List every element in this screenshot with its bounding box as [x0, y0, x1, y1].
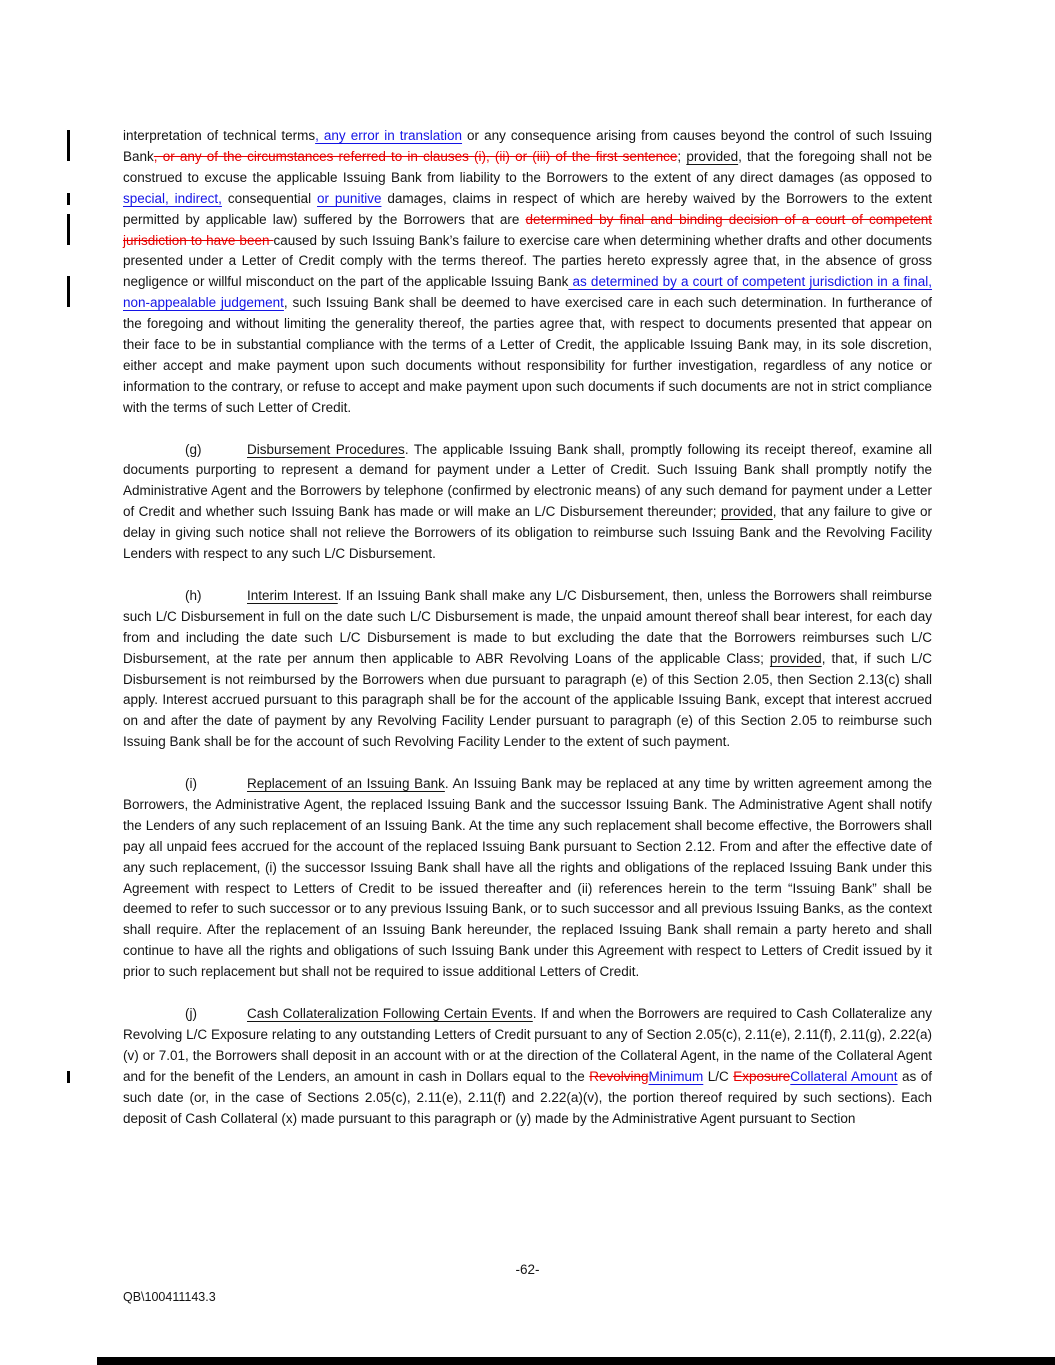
paragraph-label: (j): [185, 1006, 197, 1021]
body-text: , such Issuing Bank shall be deemed to have exercised care in each such determination. In furtherance of the foregoing and without limiting the generality thereof, the parties agree that, with respect to documents presented that appear on their face to be in substantial compliance with the terms of a Letter of Credit, the applicable Issuing Bank may, in its sole discretion, either accept and make payment upon such documents without responsibility for further investigation, regardless of any notice or information to the contrary, or refuse to accept and make payment upon such documents if such documents are not in strict compliance with the terms of such Letter of Credit.: [123, 295, 932, 415]
paragraph-label: (i): [185, 776, 197, 792]
body-text: , that the foregoing shall not be construed to excuse the applicable Issuing Bank from liability to the Borrowers to the extent of any direct damages (as opposed to: [123, 148, 932, 185]
paragraph-g-disbursement-procedures: [123, 440, 932, 565]
paragraph-i-replacement-of-issuing-bank: [123, 774, 932, 983]
body-text: . The applicable Issuing Bank shall, promptly following its receipt thereof, examine all documents purporting to represent a demand for payment under a Letter of Credit. Such Issuing Bank shall promptly notify the Administrative Agent and the Borrowers by telephone (confirmed by electronic means) of any such demand for payment under a Letter of Credit and whether such Issuing Bank has made or will make an L/C Disbursement thereunder;: [123, 441, 932, 520]
body-text: as of such date (or, in the case of Sections 2.05(c), 2.11(e), 2.11(f) and 2.22(a)(v), the portion thereof required by such sections). Each deposit of Cash Collateral (x) made pursuant to this paragraph or (y) made by the Administrative Agent pursuant to Section: [123, 1068, 933, 1126]
paragraph-j-cash-collateralization: [123, 1004, 932, 1129]
paragraph-label: (h): [185, 587, 202, 603]
deleted-text: Revolving: [589, 1068, 649, 1084]
change-bar: [67, 276, 70, 307]
underlined-text: Interim Interest: [247, 587, 338, 603]
underlined-text: provided: [720, 504, 773, 520]
change-bar: [67, 193, 70, 205]
body-text: damages, claims in respect of which are hereby waived by the Borrowers to the extent permitted by applicable law) suffered by the Borrowers that are: [123, 190, 932, 227]
change-bar: [67, 130, 70, 161]
underlined-text: Replacement of an Issuing Bank: [247, 776, 445, 792]
change-bar: [67, 214, 70, 245]
inserted-text: as determined by a court of competent jurisdiction in a final, non-appealable judgement: [123, 274, 933, 311]
deleted-text: , or any of the circumstances referred to in clauses (i), (ii) or (iii) of the first sentence: [153, 148, 678, 164]
inserted-text: Minimum: [648, 1068, 704, 1084]
change-bar: [67, 1071, 70, 1083]
paragraph-label: (g): [185, 441, 202, 457]
body-text: consequential: [221, 190, 318, 206]
underlined-text: Cash Collateralization Following Certain Events: [247, 1006, 533, 1021]
body-text: . If an Issuing Bank shall make any L/C Disbursement, then, unless the Borrowers shall reimburse such L/C Disbursement in full on the date such L/C Disbursement is made, the unpaid amount thereof shall bear interest, for each day from and including the date such L/C Disbursement is made to but excluding the date that the Borrowers reimburses such L/C Disbursement, at the rate per annum then applicable to ABR Revolving Loans of the applicable Class;: [123, 587, 932, 666]
body-text: caused by such Issuing Bank’s failure to exercise care when determining whether drafts and other documents presented under a Letter of Credit comply with the terms thereof. The parties hereto expressly agree that, in the absence of gross negligence or willful misconduct on the part of the applicable Issuing Bank: [123, 232, 932, 290]
page-number: -62-: [515, 1262, 540, 1277]
document-body: [123, 126, 932, 1150]
inserted-text: or punitive: [317, 190, 382, 206]
body-text: . If and when the Borrowers are required to Cash Collateralize any Revolving L/C Exposure relating to any outstanding Letters of Credit pursuant to any of Section 2.05(c), 2.11(e), 2.11(f), 2.11(g), 2.22(a)(v) or 7.01, the Borrowers shall deposit in an account with or at the direction of the Collateral Agent, in the name of the Collateral Agent and for the benefit of the Lenders, an amount in cash in Dollars equal to the: [123, 1006, 932, 1084]
deleted-text: Exposure: [733, 1068, 791, 1084]
underlined-text: Disbursement Procedures: [247, 441, 405, 457]
body-text: , that, if such L/C Disbursement is not reimbursed by the Borrowers when due pursuant to paragraph (e) of this Section 2.05, then Section 2.13(c) shall apply. Interest accrued pursuant to this paragraph shall be for the account of the applicable Issuing Bank, except that interest accrued on and after the date of payment by any Revolving Facility Lender pursuant to paragraph (e) of this Section 2.05 to reimburse such Issuing Bank shall be for the account of such Revolving Facility Lender to the extent of such payment.: [123, 650, 933, 750]
body-text: L/C: [703, 1068, 734, 1084]
inserted-text: special, indirect,: [123, 190, 222, 206]
paragraph-intro-issuing-bank-liability: [123, 126, 932, 419]
inserted-text: Collateral Amount: [790, 1068, 898, 1084]
body-text: or any consequence arising from causes beyond the control of such Issuing Bank: [123, 128, 932, 164]
footer-doc-id: QB\100411143.3: [123, 1290, 216, 1304]
body-text: ;: [677, 148, 687, 164]
body-text: interpretation of technical terms: [123, 128, 316, 143]
body-text: . An Issuing Bank may be replaced at any time by written agreement among the Borrowers, the Administrative Agent, the replaced Issuing Bank and the successor Issuing Bank. The Administrative Agent shall notify the Lenders of any such replacement of an Issuing Bank. At the time any such replacement shall become effective, the Borrowers shall pay all unpaid fees accrued for the account of the replaced Issuing Bank pursuant to Section 2.12. From and after the effective date of any such replacement, (i) the successor Issuing Bank shall have all the rights and obligations of the replaced Issuing Bank under this Agreement with respect to Letters of Credit to be issued thereafter and (ii) references herein to the term “Issuing Bank” shall be deemed to refer to such successor or to any previous Issuing Bank, or to such successor and all previous Issuing Banks, as the context shall require. After the replacement of an Issuing Bank hereunder, the replaced Issuing Bank shall remain a party hereto and shall continue to have all the rights and obligations of such Issuing Bank under this Agreement with respect to Letters of Credit issued by it prior to such replacement but shall not be required to issue additional Letters of Credit.: [123, 776, 932, 980]
deleted-text: determined by final and binding decision of a court of competent jurisdiction to have been: [123, 211, 932, 248]
page-edge-artifact: [97, 1357, 1055, 1365]
paragraph-h-interim-interest: [123, 586, 932, 753]
underlined-text: provided: [686, 148, 739, 164]
underlined-text: provided: [769, 650, 822, 666]
inserted-text: , any error in translation: [315, 128, 463, 143]
body-text: , that any failure to give or delay in giving such notice shall not relieve the Borrowers of its obligation to reimburse such Issuing Bank and the Revolving Facility Lenders with respect to any such L/C Disbursement.: [123, 504, 933, 562]
